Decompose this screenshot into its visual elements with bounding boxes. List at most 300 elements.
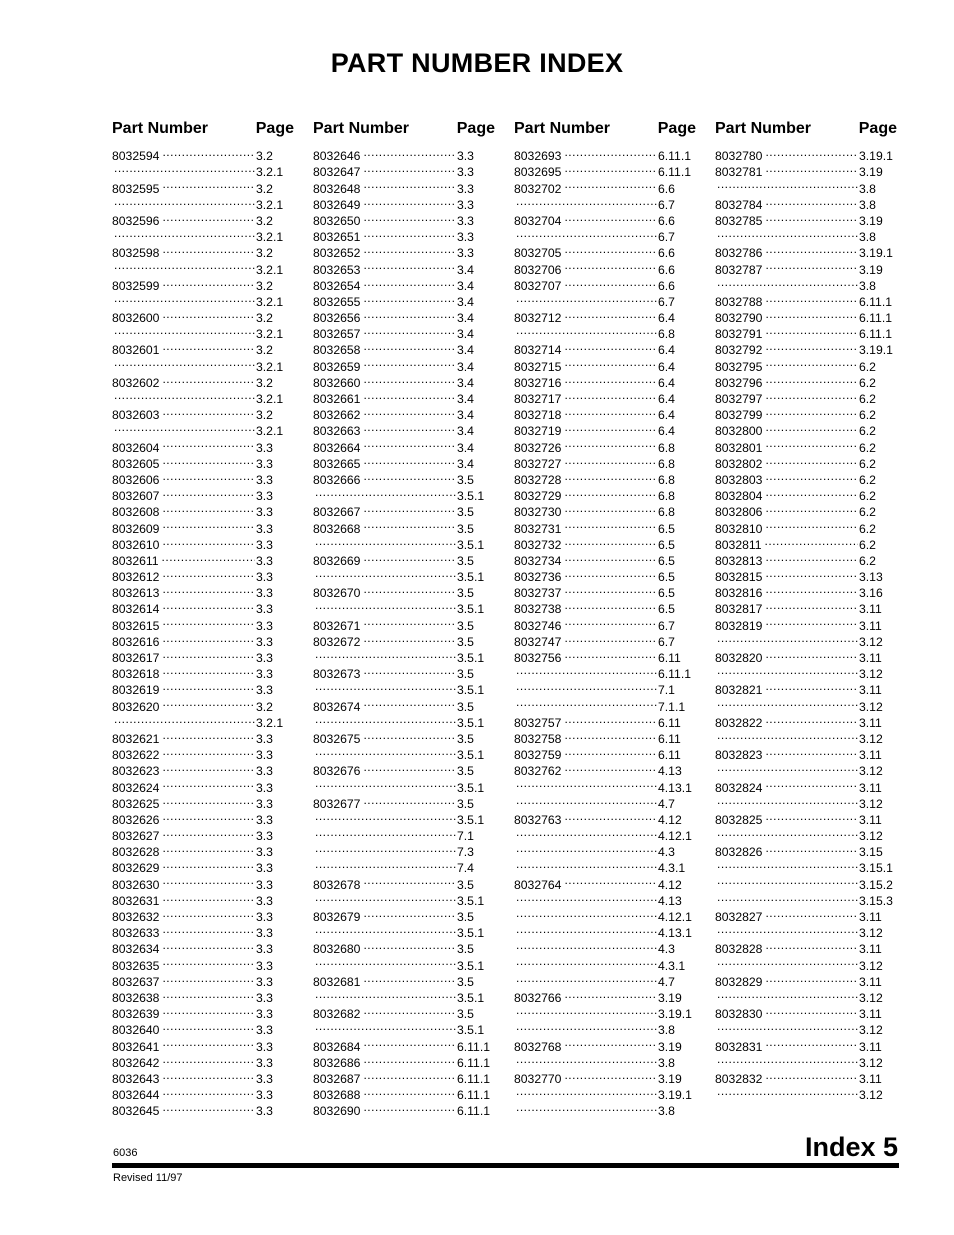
dot-leader [162, 1051, 255, 1067]
dot-leader [114, 711, 255, 727]
part-number: 8032644 [112, 1088, 160, 1103]
dot-leader [765, 468, 858, 484]
dot-leader [516, 856, 657, 872]
page-reference: 3.5 [457, 505, 474, 520]
dot-leader [564, 387, 657, 403]
page-reference: 3.5 [457, 634, 474, 649]
page-reference: 6.4 [658, 343, 675, 358]
dot-leader [564, 306, 657, 322]
dot-leader [162, 856, 255, 872]
page-reference: 3.5.1 [457, 748, 485, 763]
page-reference: 6.8 [658, 456, 675, 471]
part-number: 8032638 [112, 990, 160, 1005]
part-number: 8032675 [313, 731, 361, 746]
part-number: 8032645 [112, 1104, 160, 1119]
index-rows [112, 144, 294, 1119]
part-number: 8032788 [715, 294, 763, 309]
part-number: 8032822 [715, 715, 763, 730]
page-reference: 3.5 [457, 764, 474, 779]
page-reference: 3.5.1 [457, 812, 485, 827]
part-number: 8032617 [112, 651, 160, 665]
dot-leader [564, 257, 657, 273]
page-reference: 3.3 [256, 861, 273, 876]
page-reference: 3.3 [256, 926, 273, 941]
dot-leader [765, 500, 858, 516]
part-number: 8032611 [112, 553, 159, 568]
part-number: 8032801 [715, 440, 763, 455]
page-reference: 3.5.1 [457, 489, 485, 504]
page-reference: 3.2.1 [256, 715, 284, 730]
page-reference: 3.3 [256, 505, 273, 520]
page-reference: 3.8 [859, 278, 876, 293]
page-reference: 3.3 [256, 845, 273, 860]
part-number: 8032631 [112, 893, 160, 908]
part-number: 8032738 [514, 602, 562, 617]
part-number: 8032661 [313, 392, 361, 406]
dot-leader [363, 354, 456, 370]
page-reference: 3.12 [859, 731, 883, 746]
part-number: 8032620 [112, 699, 160, 714]
page-reference: 3.19.1 [658, 1007, 692, 1022]
dot-leader [564, 565, 657, 581]
dot-leader [765, 387, 858, 403]
page-reference: 6.2 [859, 392, 876, 406]
page-reference: 3.12 [859, 699, 883, 714]
column-header [514, 116, 696, 142]
dot-leader [564, 727, 657, 743]
dot-leader [516, 694, 657, 710]
page-reference: 6.5 [658, 521, 675, 536]
part-number: 8032810 [715, 521, 763, 536]
dot-leader [765, 160, 858, 176]
dot-leader [516, 290, 657, 306]
page-reference: 3.15.2 [859, 877, 893, 892]
part-number: 8032763 [514, 812, 562, 827]
page-reference: 3.13 [859, 570, 883, 585]
part-number: 8032615 [112, 618, 160, 633]
dot-leader [363, 872, 456, 888]
part-number: 8032706 [514, 262, 562, 277]
part-number: 8032717 [514, 392, 562, 406]
dot-leader [765, 209, 858, 225]
part-number: 8032829 [715, 974, 763, 989]
dot-leader [315, 646, 456, 662]
page-reference: 3.2.1 [256, 230, 284, 245]
dot-leader [162, 678, 255, 694]
dot-leader [765, 613, 858, 629]
page-reference: 3.3 [256, 618, 273, 633]
dot-leader [114, 257, 255, 273]
part-number: 8032729 [514, 489, 562, 504]
dot-leader [564, 241, 657, 257]
part-number: 8032728 [514, 472, 562, 487]
dot-leader [564, 872, 657, 888]
page-reference: 3.3 [256, 634, 273, 649]
dot-leader [717, 759, 858, 775]
page-reference: 3.19 [658, 1039, 682, 1054]
part-number-header: Part Number [313, 120, 410, 137]
index-row [112, 144, 294, 164]
part-number: 8032719 [514, 424, 562, 439]
page-reference: 3.3 [256, 602, 273, 617]
page-reference: 6.8 [658, 327, 675, 342]
dot-leader [564, 338, 657, 354]
part-number: 8032732 [514, 537, 562, 552]
page-reference: 3.11 [859, 942, 882, 957]
part-number: 8032632 [112, 910, 160, 924]
page-reference: 3.11 [859, 748, 882, 763]
dot-leader [564, 630, 657, 646]
dot-leader [765, 290, 858, 306]
page-header: Page [858, 120, 897, 137]
part-number: 8032647 [313, 165, 361, 180]
dot-leader [363, 371, 456, 387]
page-header: Page [657, 120, 696, 137]
dot-leader [162, 1018, 255, 1034]
part-number: 8032731 [514, 521, 562, 536]
page-reference: 4.7 [658, 974, 675, 989]
page-reference: 3.11 [859, 618, 882, 633]
dot-leader [363, 581, 456, 597]
dot-leader [564, 176, 657, 192]
dot-leader [516, 905, 657, 921]
part-number: 8032663 [313, 424, 361, 439]
dot-leader [363, 1099, 456, 1115]
page-reference: 3.3 [256, 521, 273, 536]
page-reference: 6.11.1 [859, 327, 892, 342]
page-reference: 3.8 [859, 197, 876, 212]
page-reference: 6.2 [859, 553, 876, 568]
part-number: 8032650 [313, 213, 361, 228]
page-reference: 6.2 [859, 359, 876, 374]
page-reference: 3.19.1 [658, 1088, 692, 1103]
page-reference: 3.3 [256, 893, 273, 908]
dot-leader [363, 452, 456, 468]
page-reference: 6.6 [658, 181, 675, 196]
dot-leader [564, 209, 657, 225]
part-number: 8032730 [514, 505, 562, 520]
part-number: 8032674 [313, 699, 361, 714]
part-number: 8032804 [715, 489, 763, 504]
dot-leader [363, 257, 456, 273]
dot-leader [162, 500, 255, 516]
dot-leader [765, 970, 858, 986]
page-reference: 3.12 [859, 1088, 883, 1103]
page-reference: 6.4 [658, 375, 675, 390]
dot-leader [363, 1034, 456, 1050]
dot-leader [765, 241, 858, 257]
dot-leader [717, 1018, 858, 1034]
part-number: 8032813 [715, 553, 763, 568]
page-reference: 3.2 [256, 343, 273, 358]
part-number: 8032727 [514, 456, 562, 471]
page-reference: 3.5.1 [457, 651, 485, 665]
dot-leader [162, 646, 255, 662]
part-number: 8032758 [514, 731, 562, 746]
page-reference: 6.11.1 [859, 311, 892, 326]
part-number: 8032803 [715, 472, 763, 487]
part-number: 8032653 [313, 262, 361, 277]
part-number: 8032648 [313, 181, 361, 196]
page-reference: 6.5 [658, 570, 675, 585]
dot-leader [564, 613, 657, 629]
page-reference: 4.7 [658, 796, 675, 811]
part-number: 8032673 [313, 667, 361, 682]
page-reference: 6.11.1 [457, 1088, 490, 1103]
page-reference: 6.2 [859, 521, 876, 536]
part-number: 8032601 [112, 343, 160, 358]
page-reference: 7.4 [457, 861, 474, 876]
part-number: 8032705 [514, 246, 562, 261]
dot-leader [162, 403, 255, 419]
page-reference: 6.11 [658, 651, 681, 665]
part-number: 8032831 [715, 1039, 763, 1054]
part-number: 8032623 [112, 764, 160, 779]
part-number: 8032768 [514, 1039, 562, 1054]
page-reference: 3.5.1 [457, 926, 485, 941]
dot-leader [765, 1034, 858, 1050]
part-number: 8032641 [112, 1039, 160, 1054]
page-reference: 3.3 [256, 796, 273, 811]
page-reference: 3.8 [859, 181, 876, 196]
footer-rule [112, 1163, 899, 1168]
part-number: 8032734 [514, 553, 562, 568]
dot-leader [564, 371, 657, 387]
column-header [715, 116, 897, 142]
dot-leader [717, 176, 858, 192]
page-header: Page [456, 120, 495, 137]
dot-leader [162, 1099, 255, 1115]
part-number: 8032747 [514, 634, 562, 649]
part-number: 8032830 [715, 1007, 763, 1022]
page-reference: 3.3 [256, 1023, 273, 1038]
page-reference: 3.3 [256, 570, 273, 585]
dot-leader [363, 662, 456, 678]
page-reference: 3.11 [859, 602, 882, 617]
dot-leader [516, 1018, 657, 1034]
dot-leader [162, 274, 255, 290]
dot-leader [114, 387, 255, 403]
page-reference: 6.2 [859, 537, 876, 552]
page-reference: 3.3 [256, 1104, 273, 1119]
part-number: 8032666 [313, 472, 361, 487]
page-reference: 3.3 [256, 683, 273, 698]
dot-leader [363, 500, 456, 516]
dot-leader [363, 144, 456, 160]
dot-leader [162, 1067, 255, 1083]
dot-leader [315, 824, 456, 840]
dot-leader [516, 1099, 657, 1115]
page-reference: 3.5 [457, 472, 474, 487]
dot-leader [516, 1083, 657, 1099]
part-number: 8032657 [313, 327, 361, 342]
page-reference: 6.8 [658, 489, 675, 504]
dot-leader [162, 581, 255, 597]
part-number: 8032800 [715, 424, 763, 439]
dot-leader [162, 953, 255, 969]
dot-leader [315, 533, 456, 549]
part-number: 8032795 [715, 359, 763, 374]
part-number: 8032712 [514, 311, 562, 326]
page-reference: 3.5.1 [457, 893, 485, 908]
part-number: 8032790 [715, 311, 763, 326]
index-row [715, 144, 897, 164]
part-number: 8032607 [112, 489, 160, 504]
part-number: 8032659 [313, 359, 361, 374]
dot-leader [162, 824, 255, 840]
dot-leader [765, 354, 858, 370]
dot-leader [363, 435, 456, 451]
part-number: 8032618 [112, 667, 160, 682]
dot-leader [717, 953, 858, 969]
part-number: 8032608 [112, 505, 160, 520]
dot-leader [162, 808, 255, 824]
page-reference: 6.2 [859, 440, 876, 455]
page-title: PART NUMBER INDEX [330, 48, 624, 78]
part-number: 8032678 [313, 877, 361, 892]
part-number-header: Part Number [112, 120, 209, 137]
dot-leader [564, 160, 657, 176]
page-reference: 4.13 [658, 764, 682, 779]
part-number: 8032714 [514, 343, 562, 358]
page-reference: 3.3 [457, 197, 474, 212]
dot-leader [363, 241, 456, 257]
dot-leader [162, 484, 255, 500]
page-reference: 3.3 [256, 990, 273, 1005]
part-number: 8032604 [112, 440, 160, 455]
part-number: 8032828 [715, 942, 763, 957]
page-reference: 6.8 [658, 472, 675, 487]
dot-leader [717, 274, 858, 290]
page-reference: 3.5.1 [457, 990, 485, 1005]
dot-leader [162, 727, 255, 743]
page-reference: 3.3 [256, 651, 273, 665]
part-number: 8032815 [715, 570, 763, 585]
page-reference: 3.3 [457, 165, 474, 180]
page-reference: 6.4 [658, 311, 675, 326]
page-reference: 3.19.1 [859, 246, 893, 261]
part-number: 8032633 [112, 926, 160, 941]
page-reference: 4.3 [658, 942, 675, 957]
dot-leader [717, 792, 858, 808]
page-reference: 3.4 [457, 359, 474, 374]
dot-leader [717, 1083, 858, 1099]
part-number: 8032658 [313, 343, 361, 358]
page-reference: 3.5 [457, 553, 474, 568]
page-reference: 3.12 [859, 764, 883, 779]
page-reference: 6.11.1 [457, 1071, 490, 1086]
dot-leader [315, 484, 456, 500]
page-reference: 3.3 [256, 1039, 273, 1054]
page-reference: 6.8 [658, 440, 675, 455]
dot-leader [765, 840, 858, 856]
part-number: 8032757 [514, 715, 562, 730]
dot-leader [717, 889, 858, 905]
dot-leader [315, 565, 456, 581]
index-rows [313, 144, 495, 1119]
dot-leader [717, 727, 858, 743]
part-number: 8032817 [715, 602, 763, 617]
dot-leader [363, 306, 456, 322]
page-reference: 3.2 [256, 408, 273, 423]
part-number: 8032596 [112, 213, 160, 228]
page-reference: 3.5 [457, 1007, 474, 1022]
page-reference: 3.2.1 [256, 197, 284, 212]
dot-leader [765, 419, 858, 435]
dot-leader [363, 160, 456, 176]
dot-leader [516, 225, 657, 241]
page-reference: 3.2 [256, 149, 273, 164]
dot-leader [765, 322, 858, 338]
page-reference: 3.8 [859, 230, 876, 245]
page-reference: 3.3 [256, 877, 273, 892]
dot-leader [363, 338, 456, 354]
dot-leader [765, 306, 858, 322]
dot-leader [564, 646, 657, 662]
page-reference: 3.2 [256, 375, 273, 390]
part-number: 8032612 [112, 570, 160, 585]
dot-leader [765, 484, 858, 500]
page-reference: 6.5 [658, 602, 675, 617]
dot-leader [564, 549, 657, 565]
part-number: 8032651 [313, 230, 361, 245]
page-reference: 6.2 [859, 408, 876, 423]
page-reference: 3.3 [256, 1088, 273, 1103]
dot-leader [162, 759, 255, 775]
part-number: 8032704 [514, 213, 562, 228]
page-reference: 3.11 [859, 715, 882, 730]
dot-leader [765, 193, 858, 209]
dot-leader [564, 468, 657, 484]
dot-leader [363, 1002, 456, 1018]
page-reference: 3.19 [658, 1071, 682, 1086]
dot-leader [363, 468, 456, 484]
part-number: 8032791 [715, 327, 763, 342]
part-number: 8032825 [715, 812, 763, 827]
part-number: 8032622 [112, 748, 160, 763]
part-number: 8032832 [715, 1071, 763, 1086]
dot-leader [162, 889, 255, 905]
page-reference: 6.2 [859, 489, 876, 504]
dot-leader [114, 225, 255, 241]
part-number: 8032780 [715, 149, 763, 164]
part-number: 8032718 [514, 408, 562, 423]
page-reference: 4.3.1 [658, 861, 686, 876]
part-number: 8032746 [514, 618, 562, 633]
part-number: 8032764 [514, 877, 562, 892]
dot-leader [363, 970, 456, 986]
page-reference: 6.2 [859, 472, 876, 487]
dot-leader [162, 613, 255, 629]
index-rows [715, 144, 897, 1103]
page-reference: 3.3 [256, 489, 273, 504]
dot-leader [315, 597, 456, 613]
page-reference: 3.5.1 [457, 570, 485, 585]
dot-leader [765, 646, 858, 662]
dot-leader [564, 533, 657, 549]
page-reference: 6.8 [658, 505, 675, 520]
part-number: 8032629 [112, 861, 160, 876]
dot-leader [315, 921, 456, 937]
page-reference: 6.7 [658, 294, 675, 309]
page-reference: 6.4 [658, 424, 675, 439]
dot-leader [765, 905, 858, 921]
dot-leader [363, 1083, 456, 1099]
part-number: 8032826 [715, 845, 763, 860]
dot-leader [162, 694, 255, 710]
page-reference: 3.3 [457, 149, 474, 164]
page-reference: 3.11 [859, 910, 882, 924]
